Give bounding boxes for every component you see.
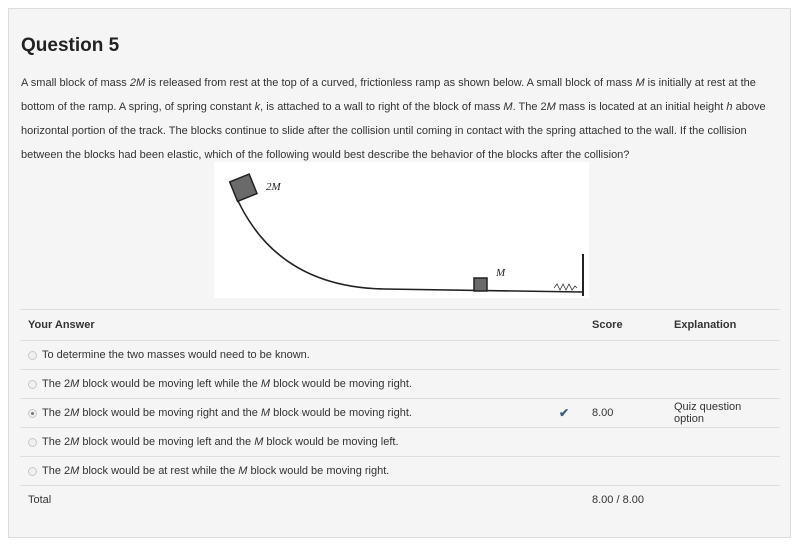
answer-score: 8.00 xyxy=(584,399,666,428)
ramp-figure xyxy=(214,162,589,298)
answer-row[interactable] xyxy=(20,341,780,370)
answer-explanation: Quiz question option xyxy=(666,399,780,428)
answer-option[interactable]: The 2M block would be moving left while the M block would be moving right. xyxy=(20,370,544,399)
header-score: Score xyxy=(584,310,666,341)
total-score: 8.00 / 8.00 xyxy=(584,486,666,515)
answer-row[interactable] xyxy=(20,457,780,486)
checkmark-icon: ✔ xyxy=(558,406,570,420)
radio-selected-icon[interactable] xyxy=(28,409,37,418)
radio-icon[interactable] xyxy=(28,380,37,389)
header-explanation: Explanation xyxy=(666,310,780,341)
block-m xyxy=(474,278,487,291)
question-title: Question 5 xyxy=(21,35,120,56)
answer-row[interactable] xyxy=(20,428,780,457)
header-blank xyxy=(544,310,584,341)
answers-header-row xyxy=(20,310,780,341)
spring xyxy=(554,284,577,290)
header-your-answer: Your Answer xyxy=(20,310,544,341)
ramp-track xyxy=(234,192,582,292)
answers-table xyxy=(20,309,780,514)
total-row xyxy=(20,486,780,515)
ramp-diagram xyxy=(214,162,589,298)
radio-icon[interactable] xyxy=(28,467,37,476)
label-m: M xyxy=(496,267,506,279)
radio-icon[interactable] xyxy=(28,351,37,360)
question-card xyxy=(8,8,791,538)
question-text: A small block of mass 2M is released from rest at the top of a curved, frictionless ramp as shown below. A small block of mass M is initially at rest at the bottom of the ramp. A spring, of spring constant k, is attached to a wall to right of the block of mass M. The 2M mass is located at an initial height h above horizontal portion of the track. The blocks continue to slide after the collision until coming in contact with the spring attached to the wall. If the collision between the blocks had been elastic, which of the following would best describe the behavior of the blocks after the collision? xyxy=(21,77,766,161)
answer-option[interactable]: To determine the two masses would need to be known. xyxy=(20,341,544,370)
label-2m: 2M xyxy=(266,181,281,193)
total-label: Total xyxy=(20,486,544,515)
answer-option[interactable]: The 2M block would be at rest while the M block would be moving right. xyxy=(20,457,544,486)
answer-row[interactable] xyxy=(20,370,780,399)
radio-icon[interactable] xyxy=(28,438,37,447)
answer-row-selected[interactable] xyxy=(20,399,780,428)
answer-option[interactable]: The 2M block would be moving right and the M block would be moving right. xyxy=(20,399,544,428)
block-2m xyxy=(230,174,257,201)
answer-option[interactable]: The 2M block would be moving left and the M block would be moving left. xyxy=(20,428,544,457)
